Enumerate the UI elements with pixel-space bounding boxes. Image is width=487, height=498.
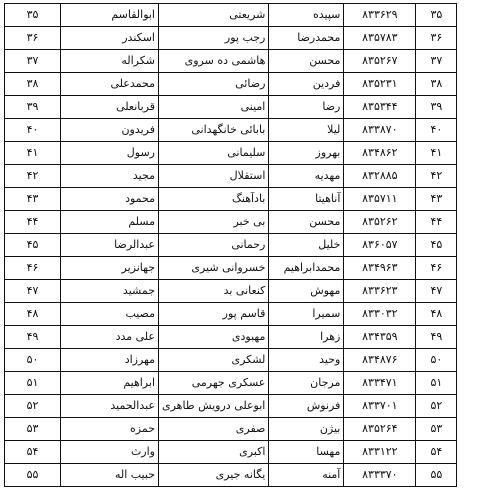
- first-name-cell: لیلا: [269, 119, 344, 142]
- row-number-cell: ۵۱: [416, 372, 457, 395]
- table-row: [5, 280, 457, 303]
- student-code-cell: ۸۳۳۶۲۳: [344, 280, 416, 303]
- seat-number-cell: ۴۷: [5, 280, 61, 303]
- student-code-cell: ۸۳۶۰۵۷: [344, 234, 416, 257]
- table-row: [5, 50, 457, 73]
- seat-number-cell: ۵۲: [5, 395, 61, 418]
- table-row: [5, 372, 457, 395]
- table-row: [5, 73, 457, 96]
- last-name-cell: بابائی خانگهدانی: [159, 119, 269, 142]
- last-name-cell: صفری: [159, 418, 269, 441]
- seat-number-cell: ۴۸: [5, 303, 61, 326]
- row-number-cell: ۴۰: [416, 119, 457, 142]
- father-name-cell: قربانعلی: [61, 96, 159, 119]
- table-row: [5, 257, 457, 280]
- last-name-cell: مهبودی: [159, 326, 269, 349]
- last-name-cell: یگانه جیری: [159, 464, 269, 487]
- last-name-cell: بی خبر: [159, 211, 269, 234]
- student-code-cell: ۸۳۳۴۷۱: [344, 372, 416, 395]
- table-row: [5, 234, 457, 257]
- father-name-cell: اسکندر: [61, 27, 159, 50]
- seat-number-cell: ۴۴: [5, 211, 61, 234]
- last-name-cell: امینی: [159, 96, 269, 119]
- row-number-cell: ۴۱: [416, 142, 457, 165]
- seat-number-cell: ۳۷: [5, 50, 61, 73]
- table-row: [5, 27, 457, 50]
- table-row: [5, 211, 457, 234]
- row-number-cell: ۵۳: [416, 418, 457, 441]
- student-code-cell: ۸۳۵۳۴۴: [344, 96, 416, 119]
- first-name-cell: زهرا: [269, 326, 344, 349]
- student-code-cell: ۸۳۵۲۶۴: [344, 418, 416, 441]
- student-code-cell: ۸۳۴۹۶۳: [344, 257, 416, 280]
- last-name-cell: هاشمی ده سروی: [159, 50, 269, 73]
- student-code-cell: ۸۳۵۷۸۳: [344, 27, 416, 50]
- row-number-cell: ۳۶: [416, 27, 457, 50]
- last-name-cell: سلیمانی: [159, 142, 269, 165]
- father-name-cell: عبدالحمید: [61, 395, 159, 418]
- father-name-cell: محمدعلی: [61, 73, 159, 96]
- table-row: [5, 188, 457, 211]
- student-code-cell: ۸۳۳۸۷۰: [344, 119, 416, 142]
- student-code-cell: ۸۳۴۳۵۹: [344, 326, 416, 349]
- last-name-cell: بادآهنگ: [159, 188, 269, 211]
- father-name-cell: ابراهیم: [61, 372, 159, 395]
- row-number-cell: ۳۷: [416, 50, 457, 73]
- first-name-cell: بیژن: [269, 418, 344, 441]
- table-row: [5, 349, 457, 372]
- row-number-cell: ۳۸: [416, 73, 457, 96]
- last-name-cell: استقلال: [159, 165, 269, 188]
- table-row: [5, 303, 457, 326]
- last-name-cell: قاسم پور: [159, 303, 269, 326]
- last-name-cell: رحمانی: [159, 234, 269, 257]
- seat-number-cell: ۴۶: [5, 257, 61, 280]
- student-code-cell: ۸۳۵۲۶۲: [344, 211, 416, 234]
- first-name-cell: فرنوش: [269, 395, 344, 418]
- first-name-cell: بهروز: [269, 142, 344, 165]
- father-name-cell: عبدالرضا: [61, 234, 159, 257]
- row-number-cell: ۵۰: [416, 349, 457, 372]
- student-code-cell: ۸۳۳۳۷۰: [344, 464, 416, 487]
- last-name-cell: لشکری: [159, 349, 269, 372]
- student-code-cell: ۸۳۵۲۳۱: [344, 73, 416, 96]
- father-name-cell: ابوالقاسم: [61, 4, 159, 27]
- last-name-cell: رجب پور: [159, 27, 269, 50]
- table-row: [5, 4, 457, 27]
- row-number-cell: ۴۹: [416, 326, 457, 349]
- father-name-cell: رسول: [61, 142, 159, 165]
- first-name-cell: خلیل: [269, 234, 344, 257]
- first-name-cell: سمیرا: [269, 303, 344, 326]
- row-number-cell: ۳۹: [416, 96, 457, 119]
- row-number-cell: ۴۷: [416, 280, 457, 303]
- row-number-cell: ۴۴: [416, 211, 457, 234]
- row-number-cell: ۳۵: [416, 4, 457, 27]
- first-name-cell: مهدیه: [269, 165, 344, 188]
- first-name-cell: محسن: [269, 211, 344, 234]
- seat-number-cell: ۵۱: [5, 372, 61, 395]
- student-code-cell: ۸۳۴۸۶۲: [344, 142, 416, 165]
- seat-number-cell: ۳۸: [5, 73, 61, 96]
- table-row: [5, 418, 457, 441]
- father-name-cell: حمزه: [61, 418, 159, 441]
- father-name-cell: مسلم: [61, 211, 159, 234]
- row-number-cell: ۵۴: [416, 441, 457, 464]
- table-body: [5, 4, 457, 487]
- seat-number-cell: ۴۰: [5, 119, 61, 142]
- first-name-cell: مهسا: [269, 441, 344, 464]
- father-name-cell: محمود: [61, 188, 159, 211]
- row-number-cell: ۴۵: [416, 234, 457, 257]
- row-number-cell: ۴۳: [416, 188, 457, 211]
- student-list-table: [4, 3, 457, 487]
- first-name-cell: آناهیتا: [269, 188, 344, 211]
- table-row: [5, 119, 457, 142]
- table-row: [5, 165, 457, 188]
- last-name-cell: عسکری جهرمی: [159, 372, 269, 395]
- father-name-cell: وارث: [61, 441, 159, 464]
- first-name-cell: محسن: [269, 50, 344, 73]
- seat-number-cell: ۴۵: [5, 234, 61, 257]
- last-name-cell: ابوعلی درویش طاهری: [159, 395, 269, 418]
- row-number-cell: ۴۶: [416, 257, 457, 280]
- first-name-cell: فردین: [269, 73, 344, 96]
- first-name-cell: مرجان: [269, 372, 344, 395]
- student-code-cell: ۸۳۳۷۰۱: [344, 395, 416, 418]
- seat-number-cell: ۵۴: [5, 441, 61, 464]
- student-code-cell: ۸۳۵۲۶۷: [344, 50, 416, 73]
- table-row: [5, 441, 457, 464]
- table-row: [5, 395, 457, 418]
- seat-number-cell: ۵۳: [5, 418, 61, 441]
- father-name-cell: مجید: [61, 165, 159, 188]
- seat-number-cell: ۴۳: [5, 188, 61, 211]
- row-number-cell: ۵۲: [416, 395, 457, 418]
- last-name-cell: شریعتی: [159, 4, 269, 27]
- table-row: [5, 96, 457, 119]
- father-name-cell: مصیب: [61, 303, 159, 326]
- last-name-cell: اکبری: [159, 441, 269, 464]
- table-row: [5, 464, 457, 487]
- seat-number-cell: ۳۹: [5, 96, 61, 119]
- student-code-cell: ۸۳۳۰۳۲: [344, 303, 416, 326]
- seat-number-cell: ۴۱: [5, 142, 61, 165]
- seat-number-cell: ۳۵: [5, 4, 61, 27]
- father-name-cell: علی مدد: [61, 326, 159, 349]
- father-name-cell: جهانزیر: [61, 257, 159, 280]
- row-number-cell: ۵۵: [416, 464, 457, 487]
- student-code-cell: ۸۳۲۸۸۵: [344, 165, 416, 188]
- table-row: [5, 326, 457, 349]
- seat-number-cell: ۴۹: [5, 326, 61, 349]
- first-name-cell: محمدرضا: [269, 27, 344, 50]
- table-row: [5, 142, 457, 165]
- first-name-cell: وحید: [269, 349, 344, 372]
- last-name-cell: خسروانی شیری: [159, 257, 269, 280]
- father-name-cell: شکراله: [61, 50, 159, 73]
- father-name-cell: حبیب اله: [61, 464, 159, 487]
- row-number-cell: ۴۲: [416, 165, 457, 188]
- seat-number-cell: ۴۲: [5, 165, 61, 188]
- seat-number-cell: ۳۶: [5, 27, 61, 50]
- first-name-cell: رضا: [269, 96, 344, 119]
- first-name-cell: مهوش: [269, 280, 344, 303]
- seat-number-cell: ۵۵: [5, 464, 61, 487]
- student-code-cell: ۸۳۴۸۷۶: [344, 349, 416, 372]
- first-name-cell: سپیده: [269, 4, 344, 27]
- father-name-cell: جمشید: [61, 280, 159, 303]
- last-name-cell: کنعانی بد: [159, 280, 269, 303]
- father-name-cell: فریدون: [61, 119, 159, 142]
- student-code-cell: ۸۳۳۱۲۲: [344, 441, 416, 464]
- seat-number-cell: ۵۰: [5, 349, 61, 372]
- student-code-cell: ۸۳۵۷۱۱: [344, 188, 416, 211]
- father-name-cell: مهرزاد: [61, 349, 159, 372]
- student-code-cell: ۸۳۳۶۲۹: [344, 4, 416, 27]
- first-name-cell: محمدابراهیم: [269, 257, 344, 280]
- last-name-cell: رضائی: [159, 73, 269, 96]
- first-name-cell: آمنه: [269, 464, 344, 487]
- row-number-cell: ۴۸: [416, 303, 457, 326]
